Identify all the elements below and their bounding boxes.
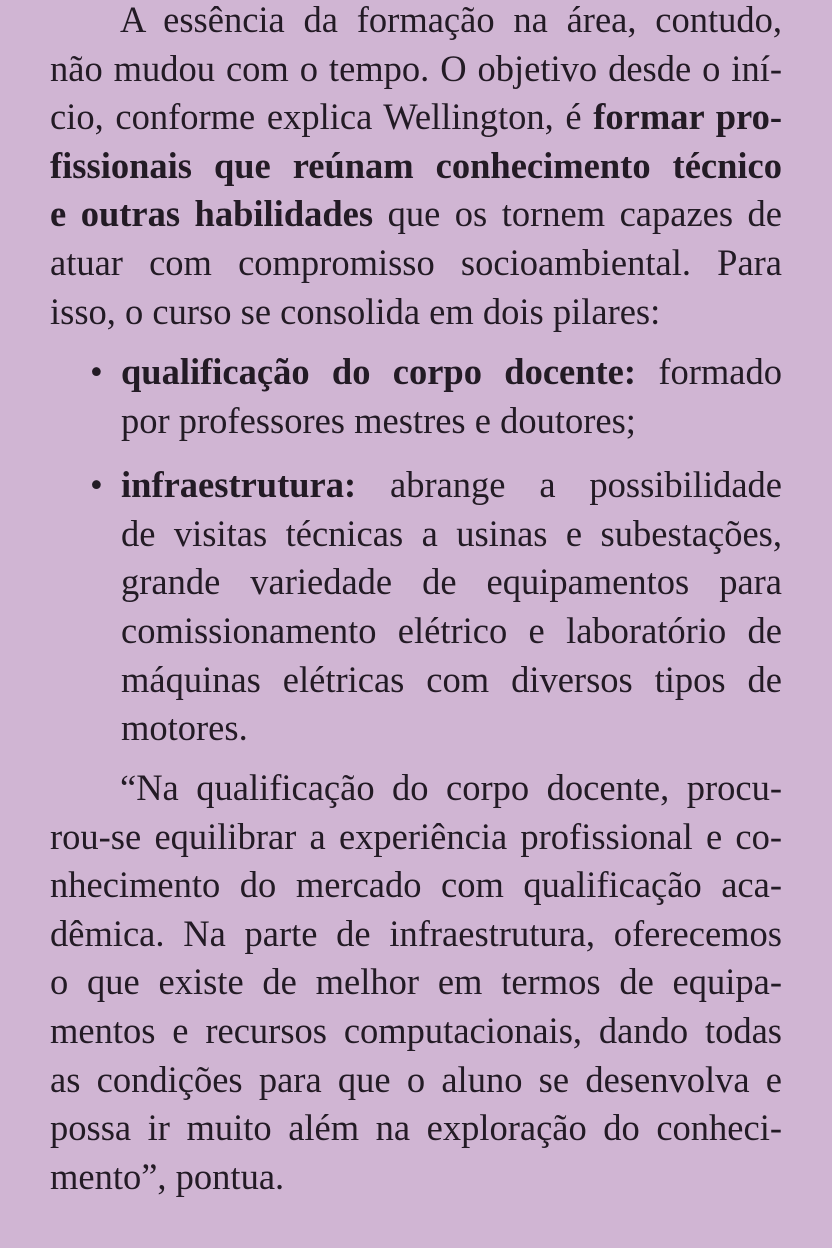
text-line: máquinas elétricas com diversos tipos de [121,658,782,700]
text-line: A essência da formação na área, contudo, [120,0,782,40]
text-line [50,93,782,142]
text-line: o que existe de melhor em termos de equipa- [50,961,782,1003]
text-line: mentos e recursos computacionais, dando todas [50,1009,782,1051]
text-run: abrange a possibilidade [356,464,782,506]
text-line: dêmica. Na parte de infraestrutura, oferecemos [50,912,782,954]
text-run: que os tornem capazes de [373,193,782,235]
text-line [50,190,782,239]
text-line: nhecimento do mercado com qualificação aca- [50,864,782,906]
text-line [50,348,782,397]
bold-text: qualificação do corpo docente: [121,351,637,392]
list-item [50,348,782,445]
text-line: grande variedade de equipamentos para [121,561,782,603]
text-run: cio, conforme explica Wellington, é [50,96,594,138]
text-line: de visitas técnicas a usinas e subestações, [121,512,782,554]
text-line: as condições para que o aluno se desenvolva e [50,1058,782,1100]
text-line: atuar com compromisso socioambiental. Para [50,241,782,283]
bullet-icon: • [90,464,103,506]
text-line: mento”, pontua. [50,1155,285,1197]
text-line [50,142,782,191]
text-line: “Na qualificação do corpo docente, procu- [120,767,782,808]
list-item [50,461,782,753]
bold-text: formar pro- [593,96,782,138]
text-line: rou-se equilibrar a experiência profissional e co- [50,815,782,857]
text-line: motores. [121,707,248,749]
text-line: isso, o curso se consolida em dois pilares: [50,290,661,332]
text-line: por professores mestres e doutores; [121,399,636,441]
bullet-icon: • [90,351,103,392]
text-line: não mudou com o tempo. O objetivo desde o iní- [50,47,782,89]
text-line: comissionamento elétrico e laboratório de [121,609,782,651]
text-run: formado [636,351,782,392]
text-line [50,461,782,510]
bold-text: infraestrutura: [121,464,357,506]
bold-text: fissionais que reúnam conhecimento técnico [50,144,782,186]
paragraph-quote [50,764,782,1201]
text-line: possa ir muito além na exploração do conheci- [50,1107,782,1149]
paragraph-intro [50,0,782,336]
bold-text: e outras habilidades [50,193,374,235]
pillars-list [50,348,782,753]
